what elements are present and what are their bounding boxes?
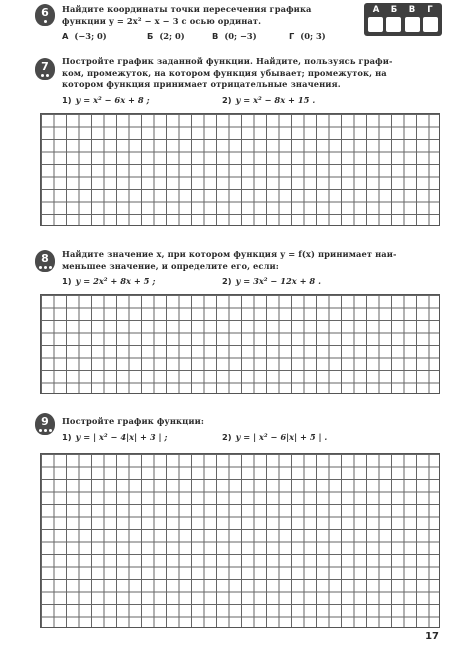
option-a xyxy=(62,31,107,41)
option-a-letter: А xyxy=(62,31,69,41)
task-7-item-2-expr: y = x² − 8x + 15 . xyxy=(235,95,316,105)
task-8-line-1: Найдите значение x, при котором функция y = f(x) принимает наи- xyxy=(62,249,397,259)
task-8-item-1-num: 1) xyxy=(62,276,72,286)
task-9-line-1: Постройте график функции: xyxy=(62,416,204,426)
task-9-number: 9 xyxy=(41,415,49,428)
task-7-line-3: котором функция принимает отрицательные значения. xyxy=(62,79,341,89)
task-9-item-1 xyxy=(62,432,167,442)
task-7-item-2-num: 2) xyxy=(222,95,232,105)
task-6-dots-icon xyxy=(35,20,55,24)
answer-letter-a: А xyxy=(372,5,380,15)
task-8-text xyxy=(62,249,442,272)
answer-cells xyxy=(368,17,438,32)
task-8-item-2-expr: y = 3x² − 12x + 8 . xyxy=(235,276,321,286)
task-6-badge xyxy=(35,4,55,26)
task-8-item-1-expr: y = 2x² + 8x + 5 ; xyxy=(75,276,156,286)
task-9-dots-icon xyxy=(35,429,55,433)
task-6-number: 6 xyxy=(41,6,49,19)
task-9-text xyxy=(62,416,442,428)
task-9-item-2-num: 2) xyxy=(222,432,232,442)
task-8-line-2: меньшее значение, и определите его, если: xyxy=(62,260,279,271)
page-number: 17 xyxy=(425,631,439,642)
task-8-item-1 xyxy=(62,276,155,286)
task-9-item-1-expr: y = | x² − 4|x| + 3 | ; xyxy=(75,432,168,442)
task-8-grid[interactable] xyxy=(40,294,440,394)
task-7-grid[interactable] xyxy=(40,113,440,226)
answer-cell-c[interactable] xyxy=(405,17,420,32)
answer-cell-a[interactable] xyxy=(368,17,383,32)
option-d-value: (0; 3) xyxy=(300,31,326,41)
task-9-grid[interactable] xyxy=(40,453,440,628)
task-7-item-1-expr: y = x² − 6x + 8 ; xyxy=(75,95,150,105)
task-9-badge xyxy=(35,413,55,435)
task-9-item-1-num: 1) xyxy=(62,432,72,442)
task-7-text xyxy=(62,56,442,91)
task-7-line-1: Постройте график заданной функции. Найдите, пользуясь графи- xyxy=(62,56,393,66)
option-c xyxy=(212,31,257,41)
option-a-value: (−3; 0) xyxy=(74,31,107,41)
answer-letter-c: В xyxy=(408,5,416,15)
task-6-line-2: функции y = 2x² − x − 3 с осью ординат. xyxy=(62,15,262,26)
option-c-value: (0; −3) xyxy=(224,31,257,41)
task-8-item-2-num: 2) xyxy=(222,276,232,286)
answer-cell-b[interactable] xyxy=(386,17,401,32)
task-9-item-2-expr: y = | x² − 6|x| + 5 | . xyxy=(235,432,328,442)
task-7-item-1 xyxy=(62,95,150,105)
task-9-item-2 xyxy=(222,432,327,442)
task-8-item-2 xyxy=(222,276,321,286)
task-8-dots-icon xyxy=(35,266,55,270)
answer-letter-d: Г xyxy=(427,5,433,15)
option-c-letter: В xyxy=(212,31,219,41)
option-b-letter: Б xyxy=(147,31,154,41)
task-7-line-2: ком, промежуток, на котором функция убывает; промежуток, на xyxy=(62,67,387,78)
task-7-number: 7 xyxy=(41,60,49,73)
option-d xyxy=(289,31,326,41)
task-7-item-2 xyxy=(222,95,315,105)
answer-box-letters xyxy=(368,5,438,15)
option-d-letter: Г xyxy=(289,31,295,41)
option-b-value: (2; 0) xyxy=(159,31,185,41)
task-7-item-1-num: 1) xyxy=(62,95,72,105)
task-7-badge xyxy=(35,58,55,80)
answer-letter-b: Б xyxy=(390,5,398,15)
answer-box xyxy=(364,3,442,36)
option-b xyxy=(147,31,185,41)
answer-cell-d[interactable] xyxy=(423,17,438,32)
task-6-line-1: Найдите координаты точки пересечения графика xyxy=(62,4,312,14)
task-8-badge xyxy=(35,250,55,272)
task-7-dots-icon xyxy=(35,74,55,78)
task-8-number: 8 xyxy=(41,252,49,265)
